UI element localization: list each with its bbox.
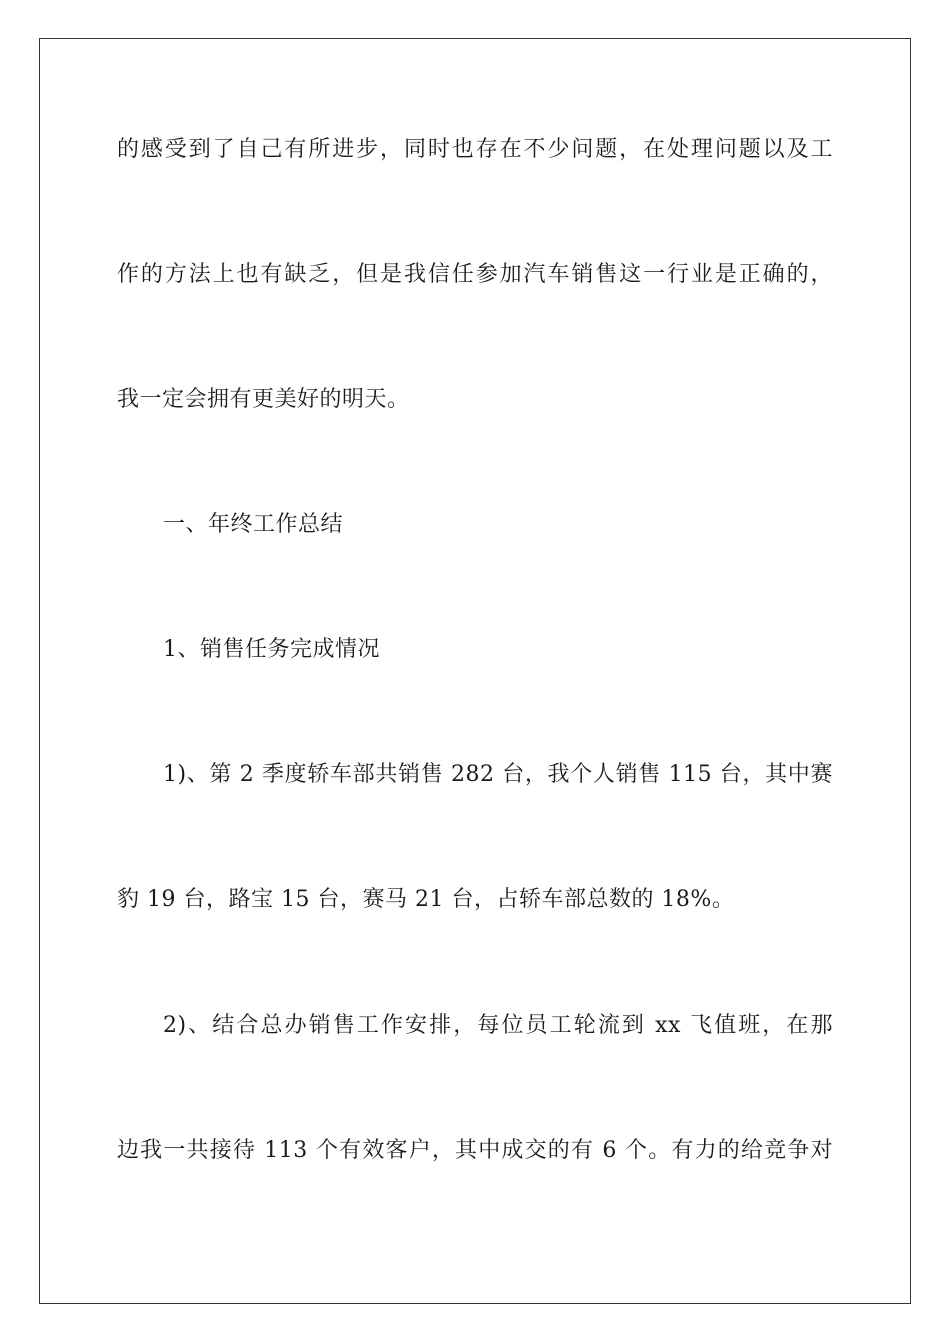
subsection-heading: 1、销售任务完成情况 <box>163 637 380 662</box>
paragraph-line-1: 的感受到了自己有所进步，同时也存在不少问题，在处理问题以及工 <box>117 137 833 162</box>
paragraph-line-3: 我一定会拥有更美好的明天。 <box>117 387 410 412</box>
item-1-line-1: 1)、第 2 季度轿车部共销售 282 台，我个人销售 115 台，其中赛 <box>163 762 833 787</box>
paragraph-line-2: 作的方法上也有缺乏，但是我信任参加汽车销售这一行业是正确的， <box>117 262 833 287</box>
item-2-line-1: 2)、结合总办销售工作安排，每位员工轮流到 xx 飞值班，在那 <box>163 1013 833 1038</box>
page-border <box>39 38 911 1304</box>
item-2-line-2: 边我一共接待 113 个有效客户，其中成交的有 6 个。有力的给竞争对 <box>117 1138 833 1163</box>
section-heading: 一、年终工作总结 <box>163 512 344 537</box>
item-1-line-2: 豹 19 台，路宝 15 台，赛马 21 台，占轿车部总数的 18%。 <box>117 887 735 912</box>
